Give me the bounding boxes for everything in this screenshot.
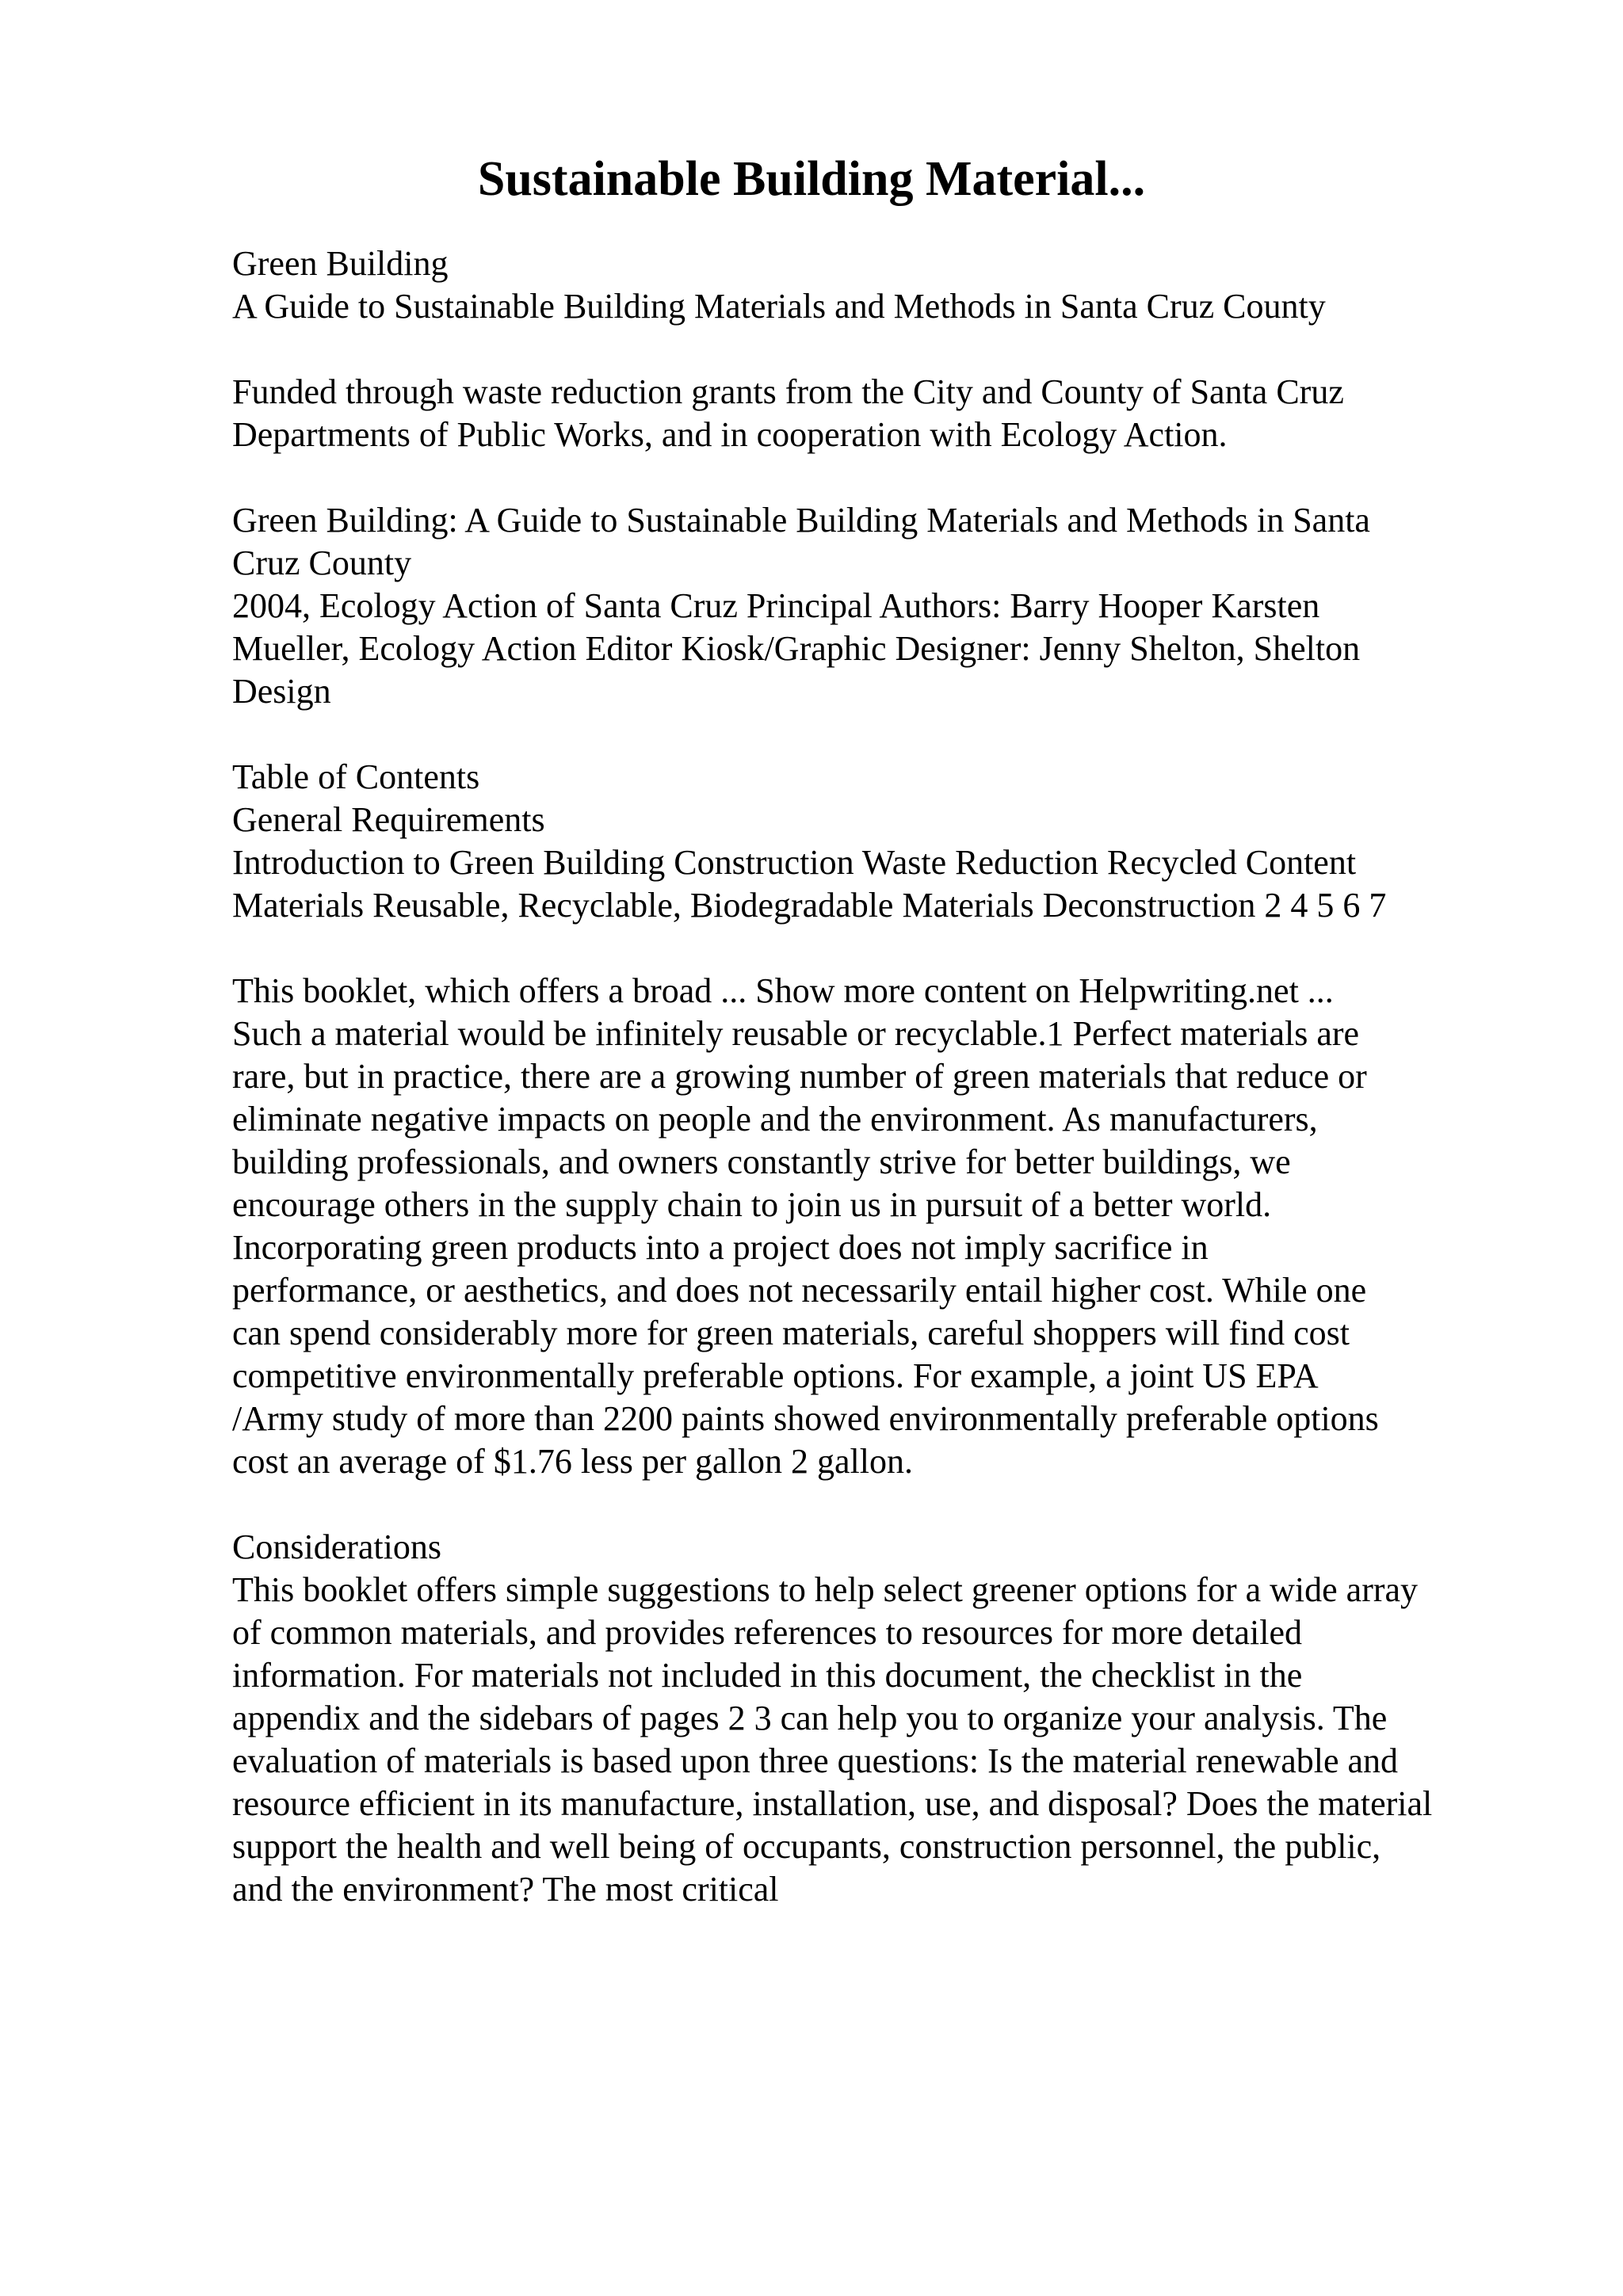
toc-line: Materials Reusable, Recyclable, Biodegradable Materials Deconstruction 2 4 5 6 7 <box>232 886 1387 925</box>
heading-line: Green Building <box>232 244 449 283</box>
considerations-line: information. For materials not included in this document, the checklist in the <box>232 1656 1303 1695</box>
table-of-contents <box>232 756 1532 927</box>
toc-heading: Table of Contents <box>232 757 480 796</box>
considerations-line: appendix and the sidebars of pages 2 3 can help you to organize your analysis. The <box>232 1699 1388 1737</box>
body-line: performance, or aesthetics, and does not necessarily entail higher cost. While one <box>232 1271 1367 1310</box>
citation-paragraph <box>232 499 1532 713</box>
citation-line: Mueller, Ecology Action Editor Kiosk/Graphic Designer: Jenny Shelton, Shelton <box>232 629 1361 668</box>
citation-line: Green Building: A Guide to Sustainable Building Materials and Methods in Santa <box>232 501 1370 540</box>
considerations-line: This booklet offers simple suggestions to help select greener options for a wide array <box>232 1570 1419 1609</box>
citation-line: Cruz County <box>232 543 412 582</box>
body-line: cost an average of $1.76 less per gallon 2 gallon. <box>232 1442 913 1481</box>
body-line: Incorporating green products into a project does not imply sacrifice in <box>232 1228 1209 1267</box>
funding-paragraph <box>232 371 1532 456</box>
body-line: rare, but in practice, there are a growing number of green materials that reduce or <box>232 1057 1367 1096</box>
citation-line: 2004, Ecology Action of Santa Cruz Principal Authors: Barry Hooper Karsten <box>232 586 1320 625</box>
body-line: /Army study of more than 2200 paints showed environmentally preferable options <box>232 1399 1379 1438</box>
document-title: Sustainable Building Material... <box>477 152 1146 206</box>
considerations-line: support the health and well being of occupants, construction personnel, the public, <box>232 1827 1381 1866</box>
considerations-line: of common materials, and provides references to resources for more detailed <box>232 1613 1303 1652</box>
body-line: can spend considerably more for green materials, careful shoppers will find cost <box>232 1314 1350 1352</box>
body-line: building professionals, and owners constantly strive for better buildings, we <box>232 1142 1291 1181</box>
subheading-line: A Guide to Sustainable Building Materials and Methods in Santa Cruz County <box>232 287 1326 326</box>
body-paragraph <box>232 970 1532 1483</box>
heading-block <box>232 242 1532 328</box>
body-line: eliminate negative impacts on people and the environment. As manufacturers, <box>232 1100 1318 1138</box>
considerations-line: and the environment? The most critical <box>232 1870 779 1909</box>
considerations-line: resource efficient in its manufacture, installation, use, and disposal? Does the material <box>232 1784 1433 1823</box>
body-line: This booklet, which offers a broad ... Show more content on Helpwriting.net ... <box>232 971 1334 1010</box>
funding-line: Departments of Public Works, and in cooperation with Ecology Action. <box>232 415 1228 454</box>
body-line: Such a material would be infinitely reusable or recyclable.1 Perfect materials are <box>232 1014 1360 1053</box>
body-line: encourage others in the supply chain to join us in pursuit of a better world. <box>232 1185 1272 1224</box>
considerations-section <box>232 1526 1532 1911</box>
document-body <box>232 242 1532 1911</box>
funding-line: Funded through waste reduction grants from the City and County of Santa Cruz <box>232 372 1344 411</box>
considerations-line: evaluation of materials is based upon three questions: Is the material renewable and <box>232 1741 1399 1780</box>
body-line: competitive environmentally preferable options. For example, a joint US EPA <box>232 1356 1319 1395</box>
considerations-heading: Considerations <box>232 1527 441 1566</box>
citation-line: Design <box>232 672 331 711</box>
toc-line: General Requirements <box>232 800 545 839</box>
toc-line: Introduction to Green Building Construction Waste Reduction Recycled Content <box>232 843 1357 882</box>
